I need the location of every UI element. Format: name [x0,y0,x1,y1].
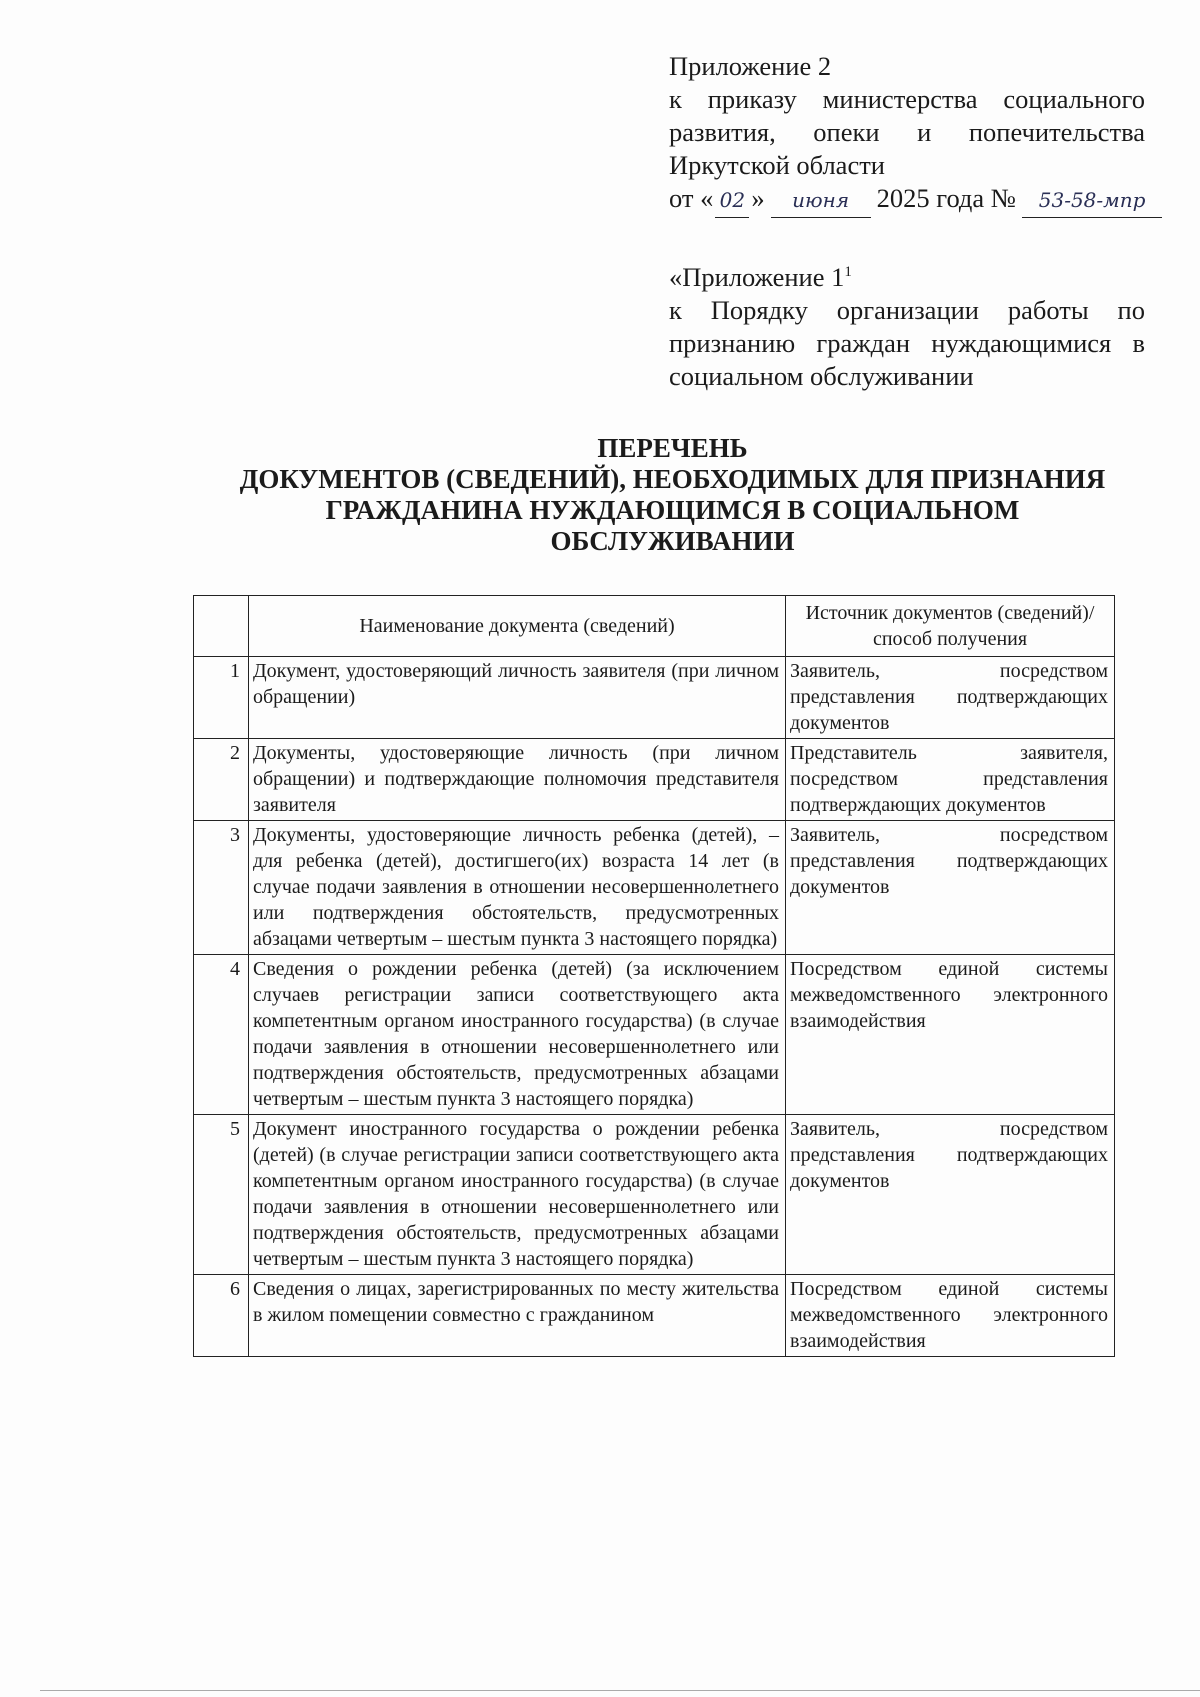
procedure-line-2: признанию граждан нуждающимися в [669,328,1145,358]
title-line-2: ДОКУМЕНТОВ (СВЕДЕНИЙ), НЕОБХОДИМЫХ ДЛЯ ПРИЗНАНИЯ [239,464,1106,494]
date-mid: » [751,183,765,213]
order-reference-line-3: Иркутской области [669,150,885,180]
row-number: 1 [194,657,249,739]
document-source: Представитель заявителя, посредством представления подтверждающих документов [786,739,1115,821]
document-name: Сведения о лицах, зарегистрированных по месту жительства в жилом помещении совместно с гражданином [249,1275,786,1357]
document-name: Сведения о рождении ребенка (детей) (за исключением случаев регистрации записи соответствующего акта компетентным органом иностранного государства) (в случае подачи заявления в отношении несовершеннолетнего или подтверждения обстоятельств, предусмотренных абзацами четвертым – шестым пункта 3 настоящего порядка) [249,955,786,1115]
row-number: 2 [194,739,249,821]
row-number: 3 [194,821,249,955]
document-title [150,433,1195,557]
documents-table [193,595,1115,1357]
header-number [194,596,249,657]
row-number: 6 [194,1275,249,1357]
order-reference-line-1: к приказу министерства социального [669,84,1145,114]
handwritten-day: 02 [715,184,749,218]
procedure-line-1: к Порядку организации работы по [669,295,1145,325]
document-source: Заявитель, посредством представления подтверждающих документов [786,657,1115,739]
row-number: 5 [194,1115,249,1275]
title-line-1: ПЕРЕЧЕНЬ [597,433,748,463]
appendix-header [669,50,1145,393]
procedure-appendix-label [669,261,1145,294]
document-name: Документ иностранного государства о рождении ребенка (детей) (в случае регистрации записи соответствующего акта компетентным органом иностранного государства) (в случае подачи заявления в отношении несовершеннолетнего или подтверждения обстоятельств, предусмотренных абзацами четвертым – шестым пункта 3 настоящего порядка) [249,1115,786,1275]
table-row [194,1275,1115,1357]
table-row [194,821,1115,955]
document-source: Посредством единой системы межведомственного электронного взаимодействия [786,955,1115,1115]
date-prefix: от « [669,183,714,213]
table-row [194,955,1115,1115]
date-year: 2025 года № [876,183,1017,213]
procedure-appendix-superscript: 1 [844,264,852,280]
title-line-3: ГРАЖДАНИНА НУЖДАЮЩИМСЯ В СОЦИАЛЬНОМ [325,495,1020,525]
order-reference-line-2: развития, опеки и попечительства [669,117,1145,147]
row-number: 4 [194,955,249,1115]
document-source: Заявитель, посредством представления подтверждающих документов [786,821,1115,955]
table-row [194,657,1115,739]
procedure-appendix-text: «Приложение 1 [669,262,845,292]
document-name: Документ, удостоверяющий личность заявителя (при личном обращении) [249,657,786,739]
table-row [194,1115,1115,1275]
header-source: Источник документов (сведений)/способ получения [786,596,1115,657]
procedure-line-3: социальном обслуживании [669,361,974,391]
appendix-number: Приложение 2 [669,51,832,81]
document-name: Документы, удостоверяющие личность (при личном обращении) и подтверждающие полномочия представителя заявителя [249,739,786,821]
document-source: Заявитель, посредством представления подтверждающих документов [786,1115,1115,1275]
document-source: Посредством единой системы межведомственного электронного взаимодействия [786,1275,1115,1357]
handwritten-order-number: 53-58-мпр [1022,184,1162,218]
handwritten-month: июня [771,184,871,218]
table-header-row [194,596,1115,657]
header-document-name: Наименование документа (сведений) [249,596,786,657]
order-date-line [669,182,1145,218]
title-line-4: ОБСЛУЖИВАНИИ [550,526,795,556]
document-name: Документы, удостоверяющие личность ребенка (детей), – для ребенка (детей), достигшего(их) возраста 14 лет (в случае подачи заявления в отношении несовершеннолетнего или подтверждения обстоятельств, предусмотренных абзацами четвертым – шестым пункта 3 настоящего порядка) [249,821,786,955]
table-row [194,739,1115,821]
page-bottom-rule [40,1690,1200,1691]
